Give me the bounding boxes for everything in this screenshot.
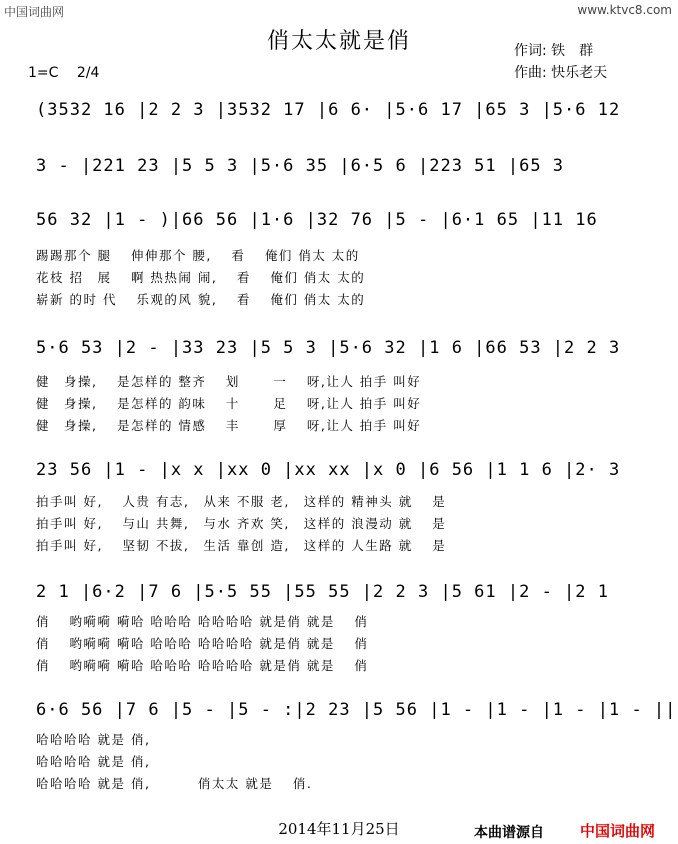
- lyric-line: 崭新 的时 代 乐观的风 貌, 看 俺们 俏太 太的: [36, 292, 366, 307]
- publish-date: 2014年11月25日: [278, 820, 400, 838]
- composer-credit: 作曲: 快乐老天: [514, 65, 608, 81]
- staff-notes: 6·6 56 |7 6 |5 - |5 - :|2 23 |5 56 |1 - |1 - |1 - |1 - ||: [36, 700, 677, 720]
- song-title: 俏太太就是俏: [266, 29, 411, 54]
- staff-notes: 56 32 |1 - )|66 56 |1·6 |32 76 |5 - |6·1 65 |11 16: [36, 210, 598, 230]
- staff-line-4: [0, 330, 678, 374]
- staff-notes: (3532 16 |2 2 3 |3532 17 |6 6· |5·6 17 |65 3 |5·6 12: [36, 100, 621, 120]
- staff-notes: 2 1 |6·2 |7 6 |5·5 55 |55 55 |2 2 3 |5 61 |2 - |2 1: [36, 582, 609, 602]
- staff-line-2: [0, 148, 678, 192]
- lyric-line: 拍手叫 好, 与山 共舞, 与水 齐欢 笑, 这样的 浪漫动 就 是: [36, 516, 447, 531]
- staff-notes: 23 56 |1 - |x x |xx 0 |xx xx |x 0 |6 56 |1 1 6 |2· 3: [36, 460, 621, 480]
- lyric-line: 俏 哟嗬嗬 嗬哈 哈哈哈 哈哈哈哈 就是俏 就是 俏: [36, 658, 369, 673]
- lyric-line: 哈哈哈哈 就是 俏,: [36, 754, 151, 769]
- staff-notes: 5·6 53 |2 - |33 23 |5 5 3 |5·6 32 |1 6 |66 53 |2 2 3: [36, 338, 621, 358]
- lyric-line: 哈哈哈哈 就是 俏,: [36, 732, 151, 747]
- lyric-line: 俏 哟嗬嗬 嗬哈 哈哈哈 哈哈哈哈 就是俏 就是 俏: [36, 614, 369, 629]
- lyric-line: 哈哈哈哈 就是 俏, 俏太太 就是 俏.: [36, 776, 313, 791]
- watermark-right: www.ktvc8.com: [577, 3, 672, 17]
- lyric-line: 俏 哟嗬嗬 嗬哈 哈哈哈 哈哈哈哈 就是俏 就是 俏: [36, 636, 369, 651]
- lyric-line: 花枝 招 展 啊 热热闹 闹, 看 俺们 俏太 太的: [36, 270, 366, 285]
- staff-line-3: [0, 202, 678, 246]
- staff-notes: 3 - |221 23 |5 5 3 |5·6 35 |6·5 6 |223 51 |65 3: [36, 156, 565, 176]
- staff-line-1: [0, 92, 678, 136]
- lyric-line: 拍手叫 好, 坚韧 不拔, 生活 靠创 造, 这样的 人生路 就 是: [36, 538, 447, 553]
- watermark-left: 中国词曲网: [4, 5, 65, 19]
- lyric-line: 拍手叫 好, 人贵 有志, 从来 不服 老, 这样的 精神头 就 是: [36, 494, 447, 509]
- lyric-line: 健 身操, 是怎样的 韵味 十 足 呀,让人 拍手 叫好: [36, 396, 422, 411]
- staff-line-5: [0, 452, 678, 496]
- lyricist-credit: 作词: 铁 群: [514, 43, 594, 59]
- key-signature: 1=C 2/4: [28, 65, 100, 81]
- source-note: 本曲谱源自: [474, 825, 544, 841]
- lyric-line: 健 身操, 是怎样的 情感 丰 厚 呀,让人 拍手 叫好: [36, 418, 422, 433]
- lyric-line: 踢踢那个 腿 伸伸那个 腰, 看 俺们 俏太 太的: [36, 248, 360, 263]
- source-site-link[interactable]: 中国词曲网: [580, 822, 656, 840]
- lyric-line: 健 身操, 是怎样的 整齐 划 一 呀,让人 拍手 叫好: [36, 374, 422, 389]
